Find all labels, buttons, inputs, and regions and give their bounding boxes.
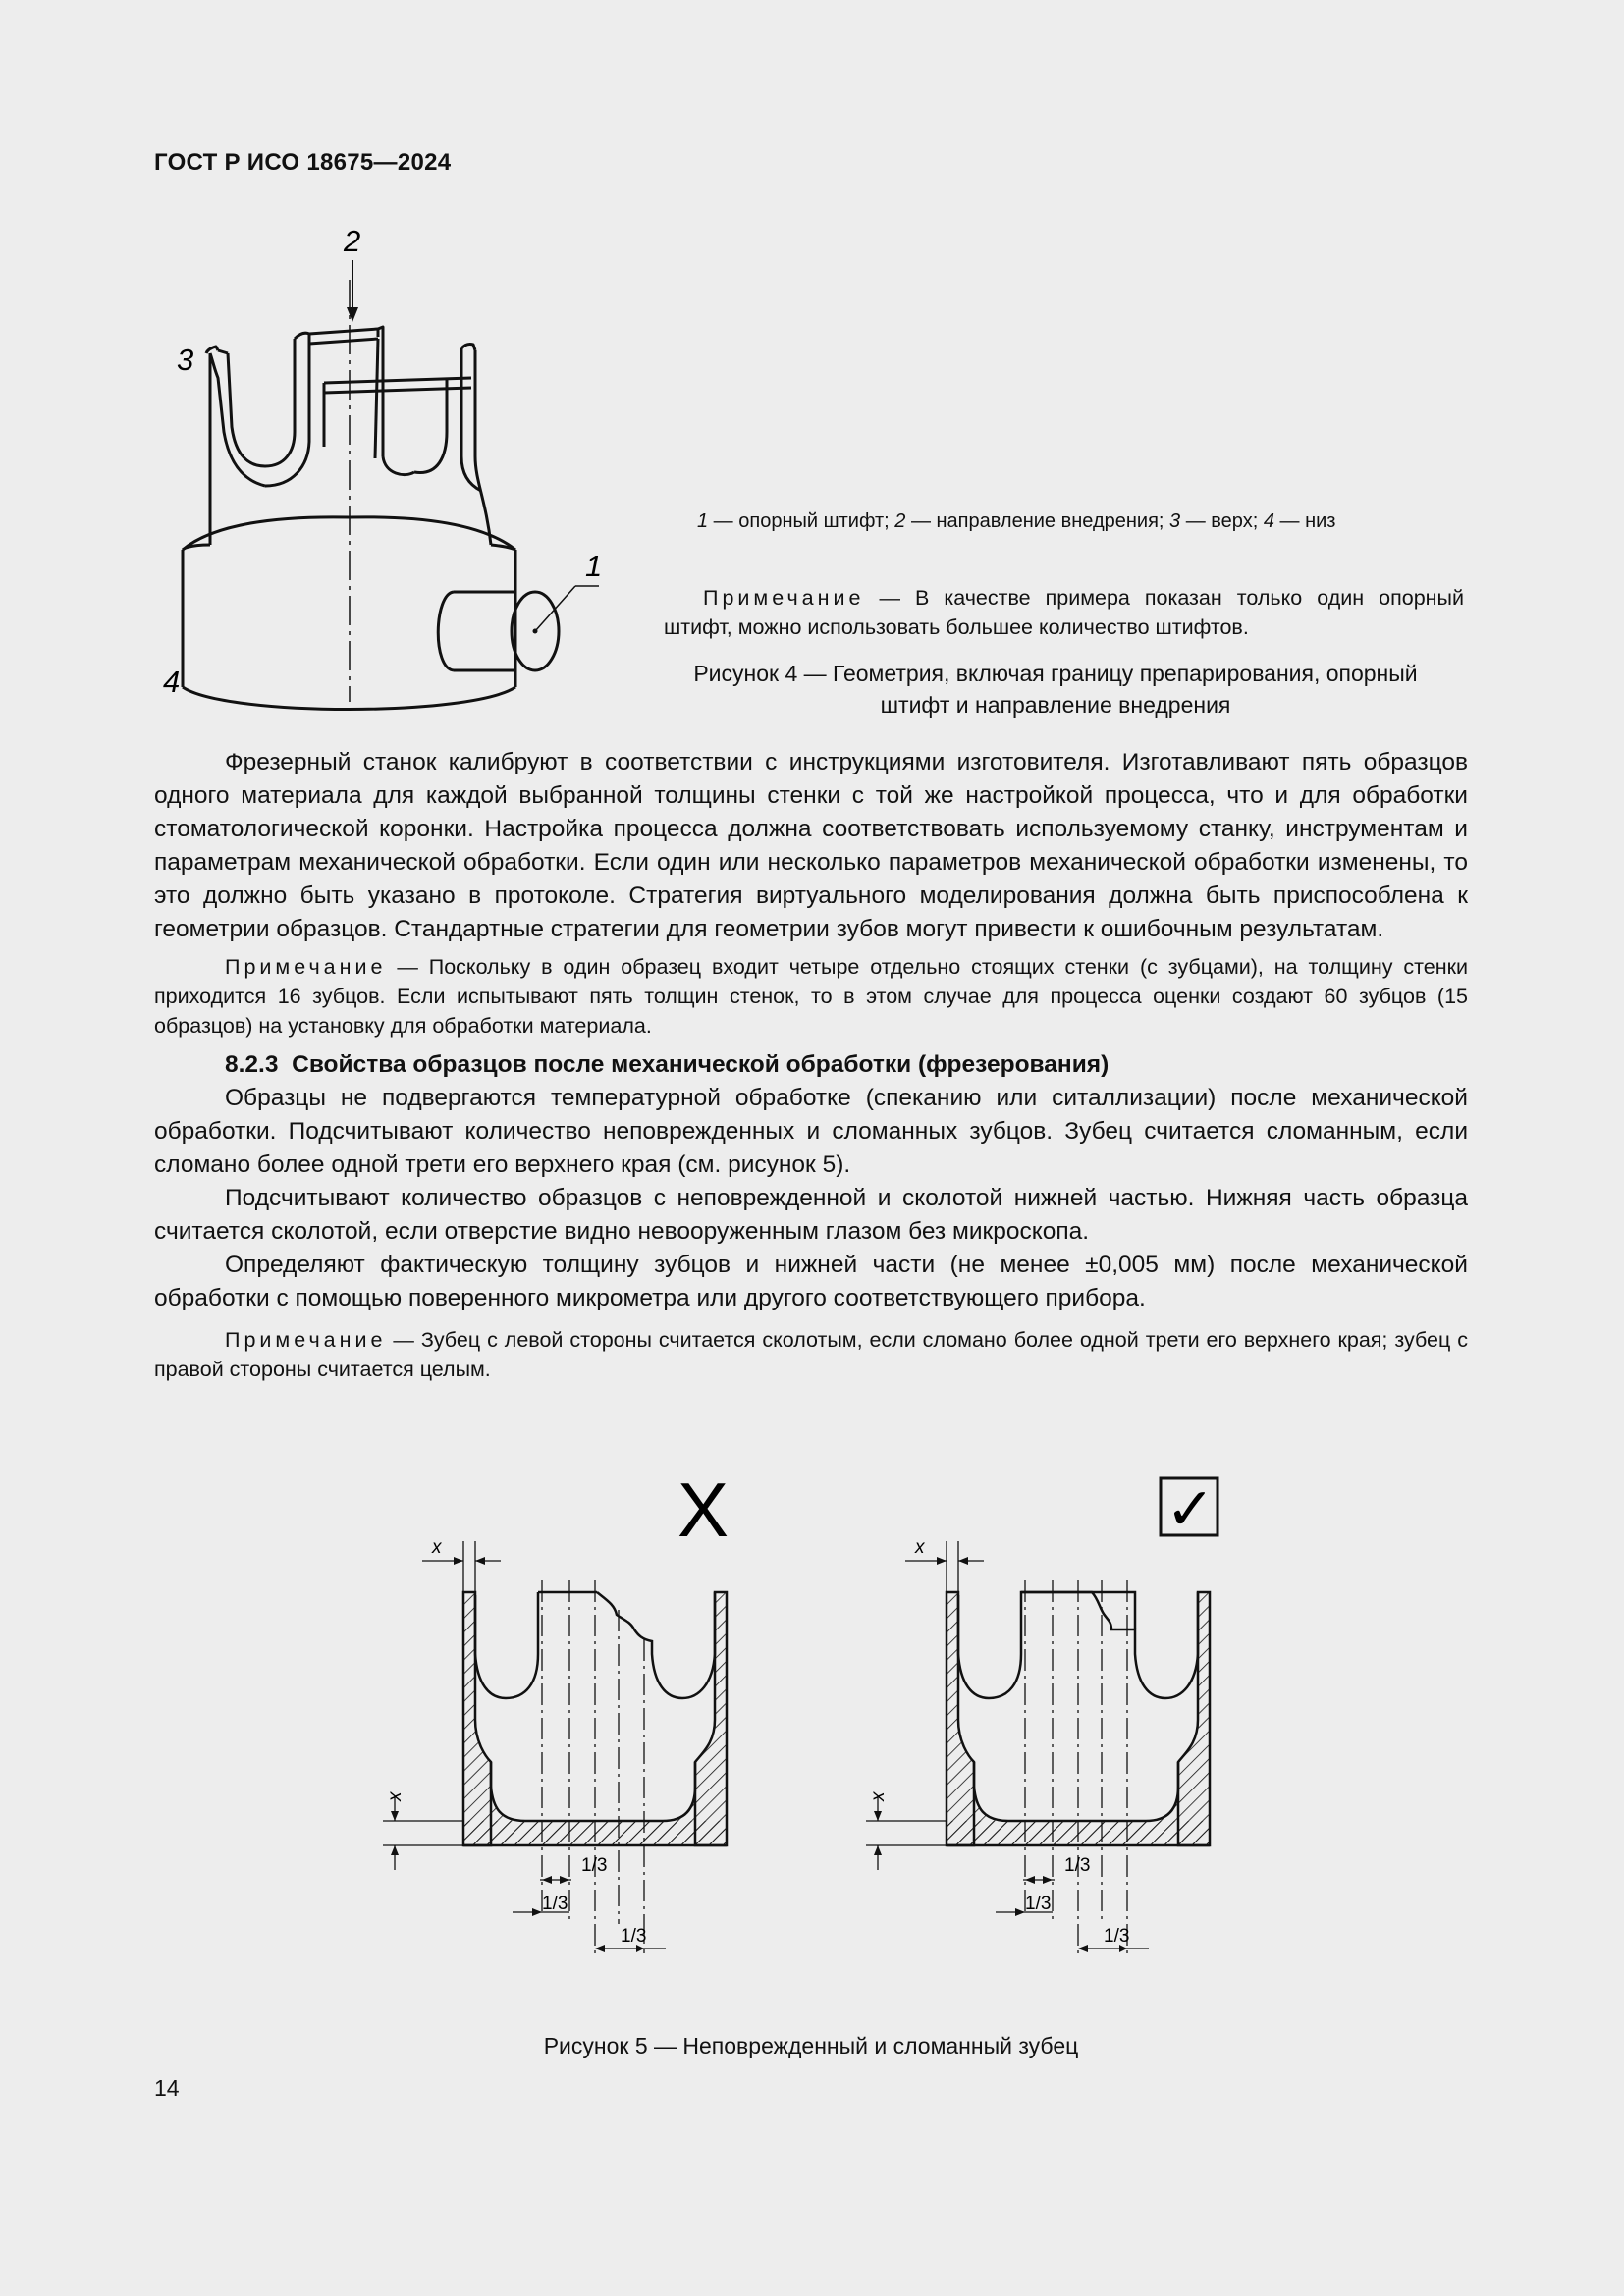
- note-text: — В качестве примера показан только один опорный штифт, можно использовать большее количество штифтов.: [664, 586, 1464, 639]
- figure5-right-mark: ✓: [1165, 1476, 1216, 1542]
- note-1: [154, 952, 1468, 1041]
- figure5-left-mark: X: [677, 1467, 730, 1553]
- figure4-drawing: [147, 221, 619, 712]
- paragraph-1: Фрезерный станок калибруют в соответствии с инструкциями изготовителя. Изготавливают пять образцов одного материала для каждой выбранной толщины стенки с той же настройкой процесса, что и для обработки стоматологической коронки. Настройка процесса должна соответствовать используемому станку, инструментам и параметрам механической обработки. Если один или несколько параметров механической обработки изменены, то это должно быть указано в протоколе. Стратегия виртуального моделирования должна быть приспособлена к геометрии образцов. Стандартные стратегии для геометрии зубов могут привести к ошибочным результатам.: [154, 749, 1468, 942]
- note-label: Примечание: [703, 586, 865, 610]
- figure5-left-specimen: [383, 1467, 729, 1953]
- legend-text: — опорный штифт;: [708, 510, 895, 532]
- note-label: Примечание: [225, 955, 387, 979]
- legend-text: — низ: [1273, 510, 1336, 532]
- legend-text: — направление внедрения;: [905, 510, 1170, 532]
- note-label: Примечание: [225, 1328, 387, 1352]
- figure4-caption: Рисунок 4 — Геометрия, включая границу препарирования, опорный штифт и направление внедрения: [693, 661, 1418, 718]
- dim-x-top-left: x: [432, 1537, 442, 1558]
- figure4-note: [664, 583, 1464, 642]
- note-text: — Зубец с левой стороны считается сколотым, если сломано более одной трети его верхнего края; зубец с правой стороны считается целым.: [154, 1328, 1468, 1381]
- legend-num: 2: [894, 510, 906, 532]
- section-number: 8.2.3: [225, 1051, 279, 1078]
- figure4-legend: [697, 510, 1335, 533]
- dim-third-left-2: 1/3: [542, 1894, 568, 1914]
- dim-x-side-left: x: [385, 1791, 406, 1801]
- note-text: — Поскольку в один образец входит четыре отдельно стоящих стенки (с зубцами), на толщину стенки приходится 16 зубцов. Если испытывают пять толщин стенок, то в этом случае для процесса оценки создают 60 зубцов (15 образцов) на установку для обработки материала.: [154, 955, 1468, 1038]
- note-2: [154, 1325, 1468, 1384]
- legend-num: 3: [1169, 510, 1181, 532]
- figure4-label-3: 3: [177, 343, 194, 377]
- document-header: ГОСТ Р ИСО 18675—2024: [154, 149, 452, 176]
- paragraph-3: Подсчитывают количество образцов с неповрежденной и сколотой нижней частью. Нижняя часть образца считается сколотой, если отверстие видно невооруженным глазом без микроскопа.: [154, 1185, 1468, 1245]
- figure4-label-4: 4: [163, 665, 181, 699]
- figure4-label-1: 1: [585, 549, 603, 583]
- figure5-caption: Рисунок 5 — Неповрежденный и сломанный зубец: [543, 2033, 1079, 2058]
- dim-third-right-2: 1/3: [1025, 1894, 1052, 1914]
- dim-x-side-right: x: [868, 1791, 889, 1801]
- figure5-drawing: [383, 1463, 1267, 1993]
- legend-num: 4: [1263, 510, 1274, 532]
- figure5-right-specimen: [866, 1476, 1218, 1953]
- dim-third-right-3: 1/3: [1104, 1926, 1130, 1947]
- section-title: Свойства образцов после механической обработки (фрезерования): [292, 1051, 1110, 1078]
- dim-third-right-1: 1/3: [1064, 1855, 1091, 1876]
- paragraph-2: Образцы не подвергаются температурной обработке (спеканию или ситаллизации) после механической обработки. Подсчитывают количество неповрежденных и сломанных зубцов. Зубец считается сломанным, если сломано более одной трети его верхнего края (см. рисунок 5).: [154, 1085, 1468, 1178]
- legend-text: — верх;: [1180, 510, 1264, 532]
- dim-third-left-1: 1/3: [581, 1855, 608, 1876]
- body-text: [154, 746, 1468, 1384]
- dim-third-left-3: 1/3: [621, 1926, 647, 1947]
- paragraph-4: Определяют фактическую толщину зубцов и нижней части (не менее ±0,005 мм) после механической обработки с помощью поверенного микрометра или другого соответствующего прибора.: [154, 1252, 1468, 1311]
- page-number: 14: [154, 2075, 180, 2101]
- section-heading: [154, 1048, 1468, 1082]
- legend-num: 1: [697, 510, 709, 532]
- figure4-label-2: 2: [344, 224, 361, 258]
- dim-x-top-right: x: [915, 1537, 925, 1558]
